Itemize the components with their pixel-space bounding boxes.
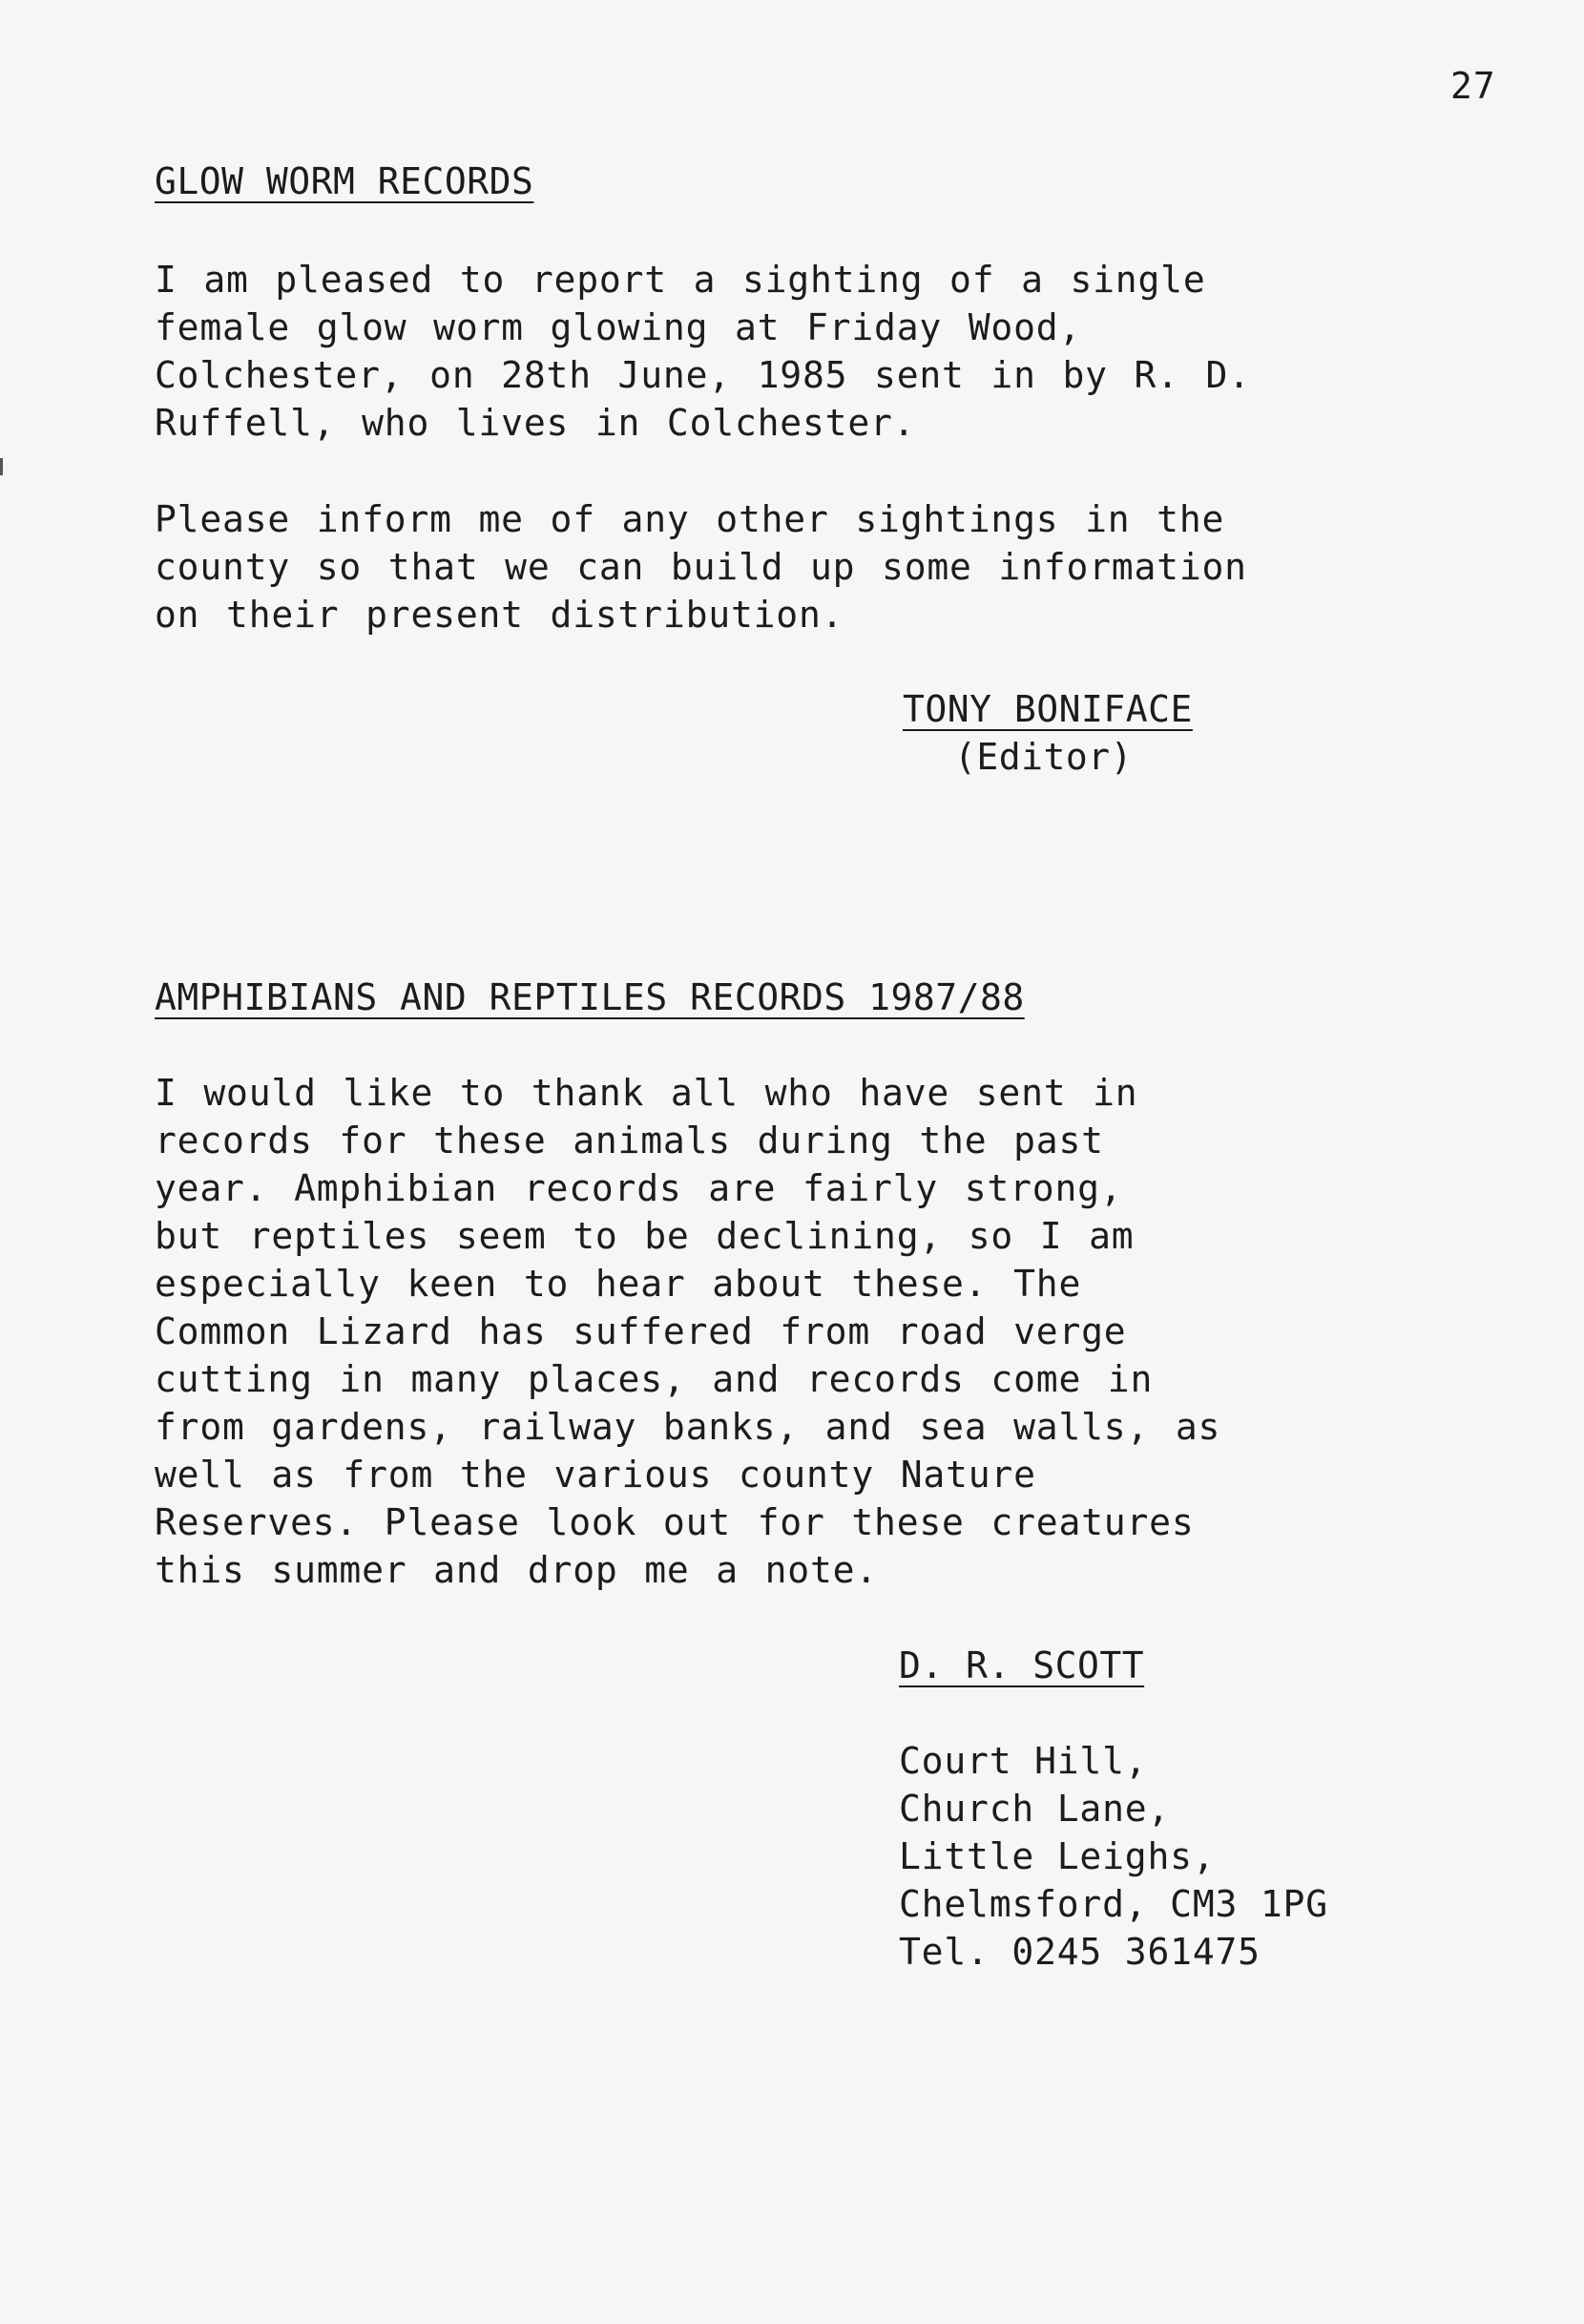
glow-worm-author-name: TONY BONIFACE [903,688,1193,730]
address-line: Church Lane, [899,1788,1171,1830]
glow-worm-paragraph-2 [155,495,1510,639]
author-address [899,1737,1328,1976]
text-line: I would like to thank all who have sent in [155,1072,1138,1114]
address-line: Court Hill, [899,1740,1148,1782]
page-number: 27 [1450,65,1496,107]
text-line: Colchester, on 28th June, 1985 sent in by R. D. [155,354,1251,396]
glow-worm-author-role: (Editor) [954,736,1134,778]
text-line: year. Amphibian records are fairly strong, [155,1167,1123,1209]
text-line: this summer and drop me a note. [155,1549,879,1591]
scan-edge-mark [0,458,3,475]
text-line: records for these animals during the past [155,1120,1104,1162]
glow-worm-heading: GLOW WORM RECORDS [155,160,534,202]
address-line: Chelmsford, CM3 1PG [899,1883,1328,1925]
text-line: county so that we can build up some information [155,546,1247,588]
amphibians-heading: AMPHIBIANS AND REPTILES RECORDS 1987/88 [155,976,1025,1018]
text-line: Please inform me of any other sightings in the [155,498,1225,540]
text-line: on their present distribution. [155,594,844,636]
amphibians-author-name: D. R. SCOTT [899,1644,1145,1686]
text-line: well as from the various county Nature [155,1454,1036,1496]
address-line: Little Leighs, [899,1835,1216,1877]
text-line: Common Lizard has suffered from road verge [155,1310,1127,1352]
text-line: cutting in many places, and records come in [155,1358,1154,1400]
amphibians-paragraph [155,1069,1510,1594]
text-line: but reptiles seem to be declining, so I am [155,1215,1135,1257]
glow-worm-paragraph-1 [155,256,1510,447]
text-line: Reserves. Please look out for these creatures [155,1501,1195,1543]
text-line: female glow worm glowing at Friday Wood, [155,306,1082,348]
text-line: especially keen to hear about these. The [155,1263,1082,1305]
address-phone: Tel. 0245 361475 [899,1931,1261,1973]
text-line: Ruffell, who lives in Colchester. [155,402,916,444]
text-line: I am pleased to report a sighting of a single [155,259,1206,301]
text-line: from gardens, railway banks, and sea walls, as [155,1406,1221,1448]
